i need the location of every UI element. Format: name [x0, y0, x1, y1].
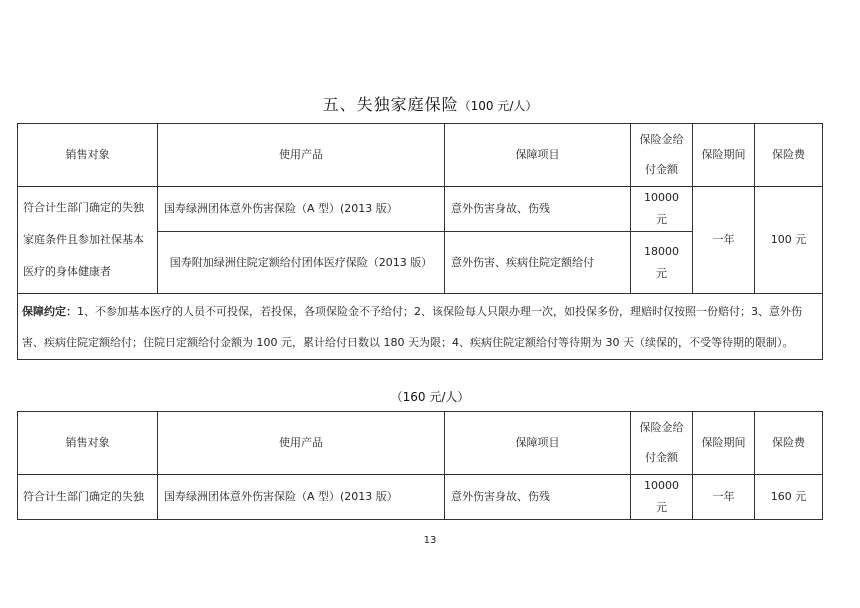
- notes-label: 保障约定：: [22, 304, 77, 318]
- header-amount-line1: 保险金给: [639, 133, 684, 146]
- table-row: [18, 475, 823, 520]
- notes-cell: [18, 294, 823, 360]
- coverage-cell: 意外伤害、疾病住院定额给付: [445, 232, 631, 294]
- header-amount-line1: 保险金给: [639, 421, 684, 434]
- table-header-row: [18, 412, 823, 475]
- premium-cell: 160 元: [755, 475, 823, 520]
- insurance-table-160: [17, 411, 823, 520]
- notes-row: [18, 294, 823, 360]
- amount-cell: 10000 元: [631, 187, 693, 232]
- page-number: 13: [423, 535, 437, 546]
- section2-price-note: （160 元/人）: [390, 390, 470, 404]
- period-cell: 一年: [693, 187, 755, 294]
- header-sales-target: 销售对象: [18, 412, 158, 475]
- section-title-text: 五、失独家庭保险: [322, 95, 459, 114]
- section-title: [0, 92, 860, 115]
- header-product: 使用产品: [158, 124, 445, 187]
- header-product: 使用产品: [158, 412, 445, 475]
- sales-target-cell: 符合计生部门确定的失独: [18, 475, 158, 520]
- header-amount: [631, 412, 693, 475]
- product-cell: 国寿绿洲团体意外伤害保险（A 型）(2013 版）: [158, 187, 445, 232]
- coverage-cell: 意外伤害身故、伤残: [445, 475, 631, 520]
- table-row: [18, 187, 823, 232]
- table-header-row: [18, 124, 823, 187]
- amount-cell: 18000 元: [631, 232, 693, 294]
- period-cell: 一年: [693, 475, 755, 520]
- header-premium: 保险费: [755, 412, 823, 475]
- header-premium: 保险费: [755, 124, 823, 187]
- header-amount-line2: 付金额: [645, 163, 678, 176]
- header-amount-line2: 付金额: [645, 451, 678, 464]
- coverage-cell: 意外伤害身故、伤残: [445, 187, 631, 232]
- section-price-note: （100 元/人）: [458, 99, 538, 113]
- header-coverage: 保障项目: [445, 412, 631, 475]
- product-cell: 国寿绿洲团体意外伤害保险（A 型）(2013 版）: [158, 475, 445, 520]
- header-coverage: 保障项目: [445, 124, 631, 187]
- premium-cell: 100 元: [755, 187, 823, 294]
- amount-cell: 10000 元: [631, 475, 693, 520]
- header-amount: [631, 124, 693, 187]
- header-period: 保险期间: [693, 412, 755, 475]
- insurance-table-100: [17, 123, 823, 360]
- header-sales-target: 销售对象: [18, 124, 158, 187]
- sales-target-cell: 符合计生部门确定的失独家庭条件且参加社保基本医疗的身体健康者: [18, 187, 158, 294]
- notes-text: 1、不参加基本医疗的人员不可投保，若投保，各项保险金不予给付；2、该保险每人只限办理一次，如投保多份，理赔时仅按照一份赔付；3、意外伤害、疾病住院定额给付；住院日定额给付金额为 100 元，累计给付日数以 180 天为限；4、疾病住院定额给付等待期为 30 天（续保的，不受等待期的限制）。: [22, 304, 802, 349]
- product-cell: 国寿附加绿洲住院定额给付团体医疗保险（2013 版）: [158, 232, 445, 294]
- header-period: 保险期间: [693, 124, 755, 187]
